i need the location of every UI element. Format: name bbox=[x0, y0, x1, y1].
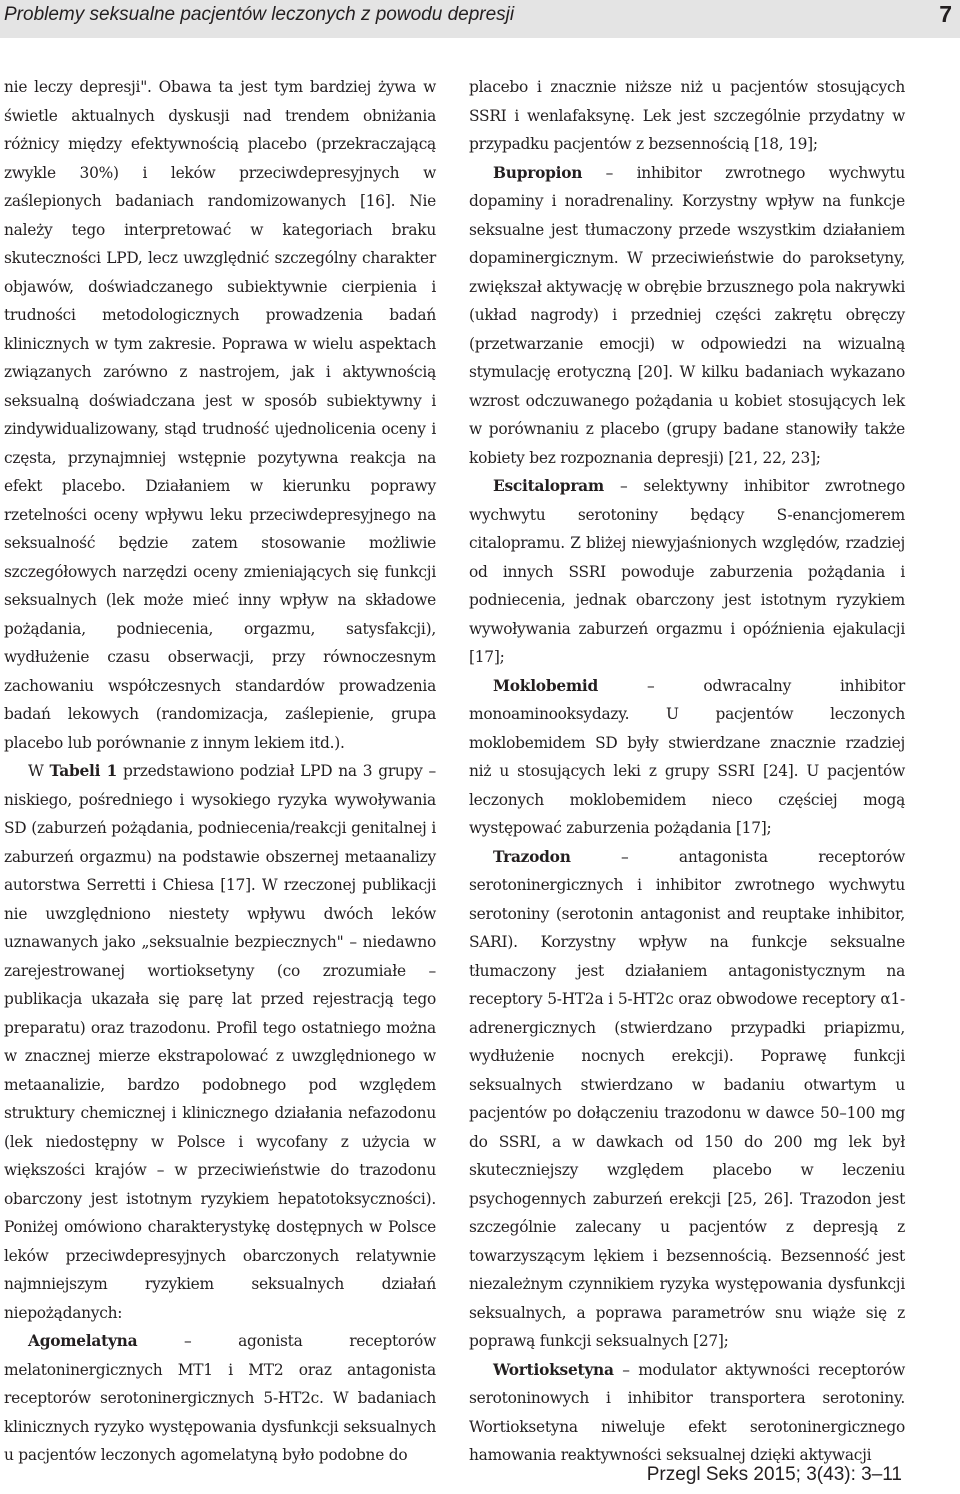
journal-citation: Przegl Seks 2015; 3(43): 3–11 bbox=[646, 1464, 902, 1485]
paragraph-table-overview: W Tabeli 1 przedstawiono podział LPD na 3 grupy – niskiego, pośredniego i wysokiego ryzyka wywoływania SD (zaburzeń pożądania, podniecenia/reakcji genitalnej i zaburzeń orgazmu) na podstawie obszernej metaanalizy autorstwa Serretti i Chiesa [17]. W rzeczonej publikacji nie uwzględniono niestety wpływu dwóch leków uznawanych jako „seksualnie bezpiecznych" – niedawno zarejestrowanej wortioksetyny (co zrozumiałe – publikacja ukazała się parę lat przed rejestracją tego preparatu) oraz trazodonu. Profil tego ostatniego można w znacznej mierze ekstrapolować z uwzględnionego w metaanalizie, bardzo podobnego pod względem struktury chemicznej i klinicznego działania nefazodonu (lek niedostępny w Polsce i wycofany z użycia w większości krajów – w przeciwieństwie do trazodonu obarczony jest istotnym ryzykiem hepatotoksyczności). Poniżej omówiono charakterystykę dostępnych w Polsce leków przeciwdepresyjnych obarczonych relatywnie najmniejszym ryzykiem seksualnych działań niepożądanych: bbox=[4, 762, 437, 1322]
table-reference: Tabeli 1 bbox=[49, 762, 118, 780]
drug-entry-agomelatyna: Agomelatyna – agonista receptorów melatoninergicznych MT1 i MT2 oraz antagonista receptorów serotoninergicznych 5-HT2c. W badaniach klinicznych ryzyko występowania dysfunkcji seksualnych u pacjentów leczonych agomelatyną było podobne do bbox=[4, 1332, 436, 1464]
left-column bbox=[4, 73, 436, 1470]
drug-name: Moklobemid bbox=[493, 676, 599, 695]
drug-entry-escitalopram: Escitalopram – selektywny inhibitor zwrotnego wychwytu serotoniny będący S-enancjomerem citalopramu. Z bliżej niewyjaśnionych względów, rzadziej od innych SSRI powoduje zaburzenia pożądania i podniecenia, jednak obarczony jest istotnym ryzykiem wywoływania zaburzeń orgazmu i opóźnienia ejakulacji [17]; bbox=[469, 477, 905, 666]
drug-name: Wortioksetyna bbox=[493, 1360, 614, 1379]
drug-name: Agomelatyna bbox=[28, 1332, 138, 1350]
drug-entry-trazodon: Trazodon – antagonista receptorów serotoninergicznych i inhibitor zwrotnego wychwytu serotoniny (serotonin antagonist and reuptake inhibitor, SARI). Korzystny wpływ na funkcje seksualne tłumaczony jest działaniem antagonistycznym na receptory 5-HT2a i 5-HT2c oraz obwodowe receptory α1-adrenergicznych (stwierdzano przypadki priapizmu, wydłużenie nocnych erekcji). Poprawę funkcji seksualnych stwierdzano w badaniu otwartym u pacjentów po dołączeniu trazodonu w dawce 50–100 mg do SSRI, a w dawkach od 150 do 200 mg lek był skuteczniejszy względem placebo w leczeniu psychogennych zaburzeń erekcji [25, 26]. Trazodon jest szczególnie zalecany u pacjentów z depresją z towarzyszącym lękiem i bezsennością. Bezsenność jest niezależnym czynnikiem ryzyka występowania dysfunkcji seksualnych, a poprawa parametrów snu wiąże się z poprawą funkcji seksualnych [27]; bbox=[469, 847, 905, 1350]
drug-name: Escitalopram bbox=[493, 477, 604, 495]
drug-entry-moklobemid: Moklobemid – odwracalny inhibitor monoaminooksydazy. U pacjentów leczonych moklobemidem SD były stwierdzane znacznie rzadziej niż u stosujących leki z grupy SSRI [24]. U pacjentów leczonych moklobemidem nieco częściej mogą występować zaburzenia pożądania [17]; bbox=[469, 676, 905, 837]
drug-entry-bupropion: Bupropion – inhibitor zwrotnego wychwytu dopaminy i noradrenaliny. Korzystny wpływ na funkcje seksualne jest tłumaczony przede wszystkim działaniem dopaminergicznym. W przeciwieństwie do paroksetyny, zwiększał aktywację w obrębie brzusznego pola nakrywki (układ nagrody) i przedniej części zakrętu obręczy (przetwarzanie emocji) w odpowiedzi na wizualną stymulację erotyczną [20]. W kilku badaniach wykazano wzrost odczuwanego pożądania u kobiet stosujących lek w porównaniu z placebo (grupy badane stanowiły także kobiety bez rozpoznania depresji) [21, 22, 23]; bbox=[469, 163, 906, 467]
drug-name: Bupropion bbox=[493, 163, 583, 182]
drug-entry-wortioksetyna: Wortioksetyna – modulator aktywności receptorów serotoninowych i inhibitor transportera serotoniny. Wortioksetyna niweluje efekt serotoninergicznego hamowania reaktywności seksualnej dzięki aktywacji bbox=[469, 1360, 905, 1464]
page-number: 7 bbox=[939, 1, 952, 27]
page-header bbox=[0, 0, 960, 38]
drug-name: Trazodon bbox=[493, 847, 571, 866]
paragraph-intro: nie leczy depresji". Obawa ta jest tym bardziej żywa w świetle aktualnych dyskusji nad trendem obniżania różnicy między efektywnością placebo (przekraczającą zwykle 30%) i leków przeciwdepresyjnych w zaślepionych badaniach randomizowanych [16]. Nie należy tego interpretować w kategoriach braku skuteczności LPD, lecz uwzględnić szczególny charakter objawów, doświadczanego subiektywnie cierpienia i trudności metodologicznych prowadzenia badań klinicznych w tym zakresie. Poprawa w wielu aspektach związanych zarówno z nastrojem, jak i aktywnością seksualną doświadczana jest w sposób subiektywny i zindywidualizowany, stąd trudność ujednolicenia oceny i częsta, przynajmniej wstępnie pozytywna reakcja na efekt placebo. Działaniem w kierunku poprawy rzetelności oceny wpływu leku przeciwdepresyjnego na seksualność będzie zatem stosowanie możliwie szczegółowych narzędzi oceny zmieniających się funkcji seksualnych (lek może mieć inny wpływ na składowe pożądania, podniecenia, orgazmu, satysfakcji), wydłużenie czasu obserwacji, przy równoczesnym zachowaniu współczesnych standardów prowadzenia badań lekowych (randomizacja, zaślepienie, grupa placebo lub porównanie z innym lekiem itd.). bbox=[4, 78, 436, 752]
paragraph-continuation: placebo i znacznie niższe niż u pacjentów stosujących SSRI i wenlafaksynę. Lek jest szczególnie przydatny w przypadku pacjentów z bezsennością [18, 19]; bbox=[469, 78, 905, 153]
right-column bbox=[469, 73, 905, 1470]
running-title: Problemy seksualne pacjentów leczonych z powodu depresji bbox=[4, 4, 515, 25]
